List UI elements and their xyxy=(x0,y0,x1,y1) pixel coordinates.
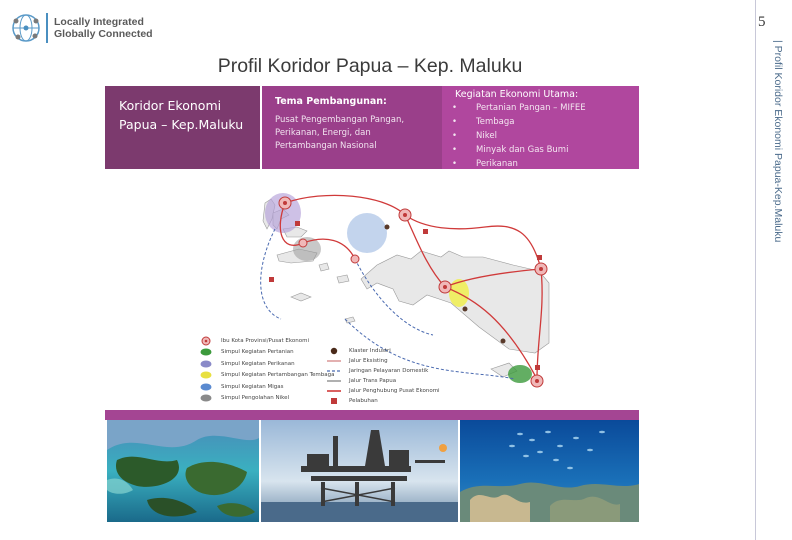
corridor-panel xyxy=(105,86,260,169)
offshore-rig-photo xyxy=(261,420,458,522)
islands-photo xyxy=(107,420,259,522)
activity-item xyxy=(452,101,637,115)
activity-label: Minyak dan Gas Bumi xyxy=(476,145,569,155)
port-icon xyxy=(330,397,338,405)
legend-item xyxy=(199,393,334,405)
legend-item xyxy=(199,335,334,347)
activities-list xyxy=(452,101,637,171)
activity-item xyxy=(452,143,637,157)
legend-label: Jaringan Pelayaran Domestik xyxy=(349,368,429,374)
activity-label: Pertanian Pangan – MIFEE xyxy=(476,103,586,113)
legend-item xyxy=(199,370,334,382)
fishery-node-icon xyxy=(200,360,212,368)
nickel-cluster xyxy=(293,237,321,261)
brand-logo xyxy=(10,10,170,46)
economic-link-route-icon xyxy=(327,389,341,393)
legend-item xyxy=(199,381,334,393)
page-number: 5 xyxy=(758,14,766,30)
corridor-map xyxy=(105,169,639,410)
domestic-shipping-icon xyxy=(327,369,341,373)
legend-label: Jalur Eksisting xyxy=(349,358,388,364)
corridor-banner xyxy=(105,86,639,169)
copper-node-icon xyxy=(200,371,212,379)
legend-label: Simpul Kegiatan Migas xyxy=(221,383,284,390)
oilgas-cluster xyxy=(347,213,387,253)
activity-item xyxy=(452,115,637,129)
legend-label: Simpul Kegiatan Pertambangan Tembaga xyxy=(221,372,335,379)
bullet: • xyxy=(452,103,458,113)
oilgas-node-icon xyxy=(200,383,212,391)
existing-route-icon xyxy=(327,359,341,363)
nickel-node-icon xyxy=(200,394,212,402)
logo-line-1: Locally Integrated xyxy=(54,16,144,28)
trans-papua-route-icon xyxy=(327,379,341,383)
bullet: • xyxy=(452,131,458,141)
side-divider xyxy=(755,0,756,540)
islands-illustration xyxy=(107,420,259,522)
activity-label: Tembaga xyxy=(476,117,515,127)
legend-label: Jalur Penghubung Pusat Ekonomi xyxy=(349,388,440,394)
logo-line-2: Globally Connected xyxy=(54,28,153,40)
legend-item xyxy=(327,366,440,376)
coral-reef-photo xyxy=(460,420,639,522)
legend-label: Ibu Kota Provinsi/Pusat Ekonomi xyxy=(221,337,309,344)
legend-item xyxy=(327,356,440,366)
legend-label: Simpul Kegiatan Perikanan xyxy=(221,360,295,367)
legend-item xyxy=(199,358,334,370)
photo-strip-band xyxy=(105,410,639,420)
industry-cluster-icon xyxy=(330,347,338,355)
activity-label: Perikanan xyxy=(476,159,518,169)
activity-label: Nikel xyxy=(476,131,497,141)
theme-body: Pusat Pengembangan Pangan, Perikanan, Energi, dan Pertambangan Nasional xyxy=(275,115,405,151)
corridor-label: Koridor Ekonomi Papua – Kep.Maluku xyxy=(119,98,244,132)
activities-heading: Kegiatan Ekonomi Utama: xyxy=(455,89,579,100)
logo-text xyxy=(54,16,153,40)
bullet: • xyxy=(452,159,458,169)
activities-panel xyxy=(442,86,639,169)
rig-illustration xyxy=(261,420,458,522)
legend-label: Klaster Industri xyxy=(349,348,391,354)
city-center-icon xyxy=(201,336,211,346)
agriculture-cluster xyxy=(508,365,532,383)
legend-label: Pelabuhan xyxy=(349,398,378,404)
page-title: Profil Koridor Papua – Kep. Maluku xyxy=(217,55,523,77)
legend-item xyxy=(327,396,440,406)
reef-illustration xyxy=(460,420,639,522)
legend-item xyxy=(327,346,440,356)
globe-network-icon xyxy=(10,12,42,44)
bullet: • xyxy=(452,117,458,127)
legend-label: Simpul Pengolahan Nikel xyxy=(221,395,290,402)
theme-panel xyxy=(262,86,442,169)
legend-item xyxy=(327,386,440,396)
logo-divider xyxy=(46,13,48,43)
side-title: | Profil Koridor Ekonomi Papua-Kep.Maluku xyxy=(772,40,784,243)
bullet: • xyxy=(452,145,458,155)
map-legend-left xyxy=(199,335,334,404)
legend-label: Jalur Trans Papua xyxy=(349,378,397,384)
theme-heading: Tema Pembangunan: xyxy=(275,96,387,107)
legend-item xyxy=(199,347,334,359)
legend-label: Simpul Kegiatan Pertanian xyxy=(221,349,294,356)
agriculture-node-icon xyxy=(200,348,212,356)
legend-item xyxy=(327,376,440,386)
map-legend-right xyxy=(327,346,440,406)
activity-item xyxy=(452,129,637,143)
